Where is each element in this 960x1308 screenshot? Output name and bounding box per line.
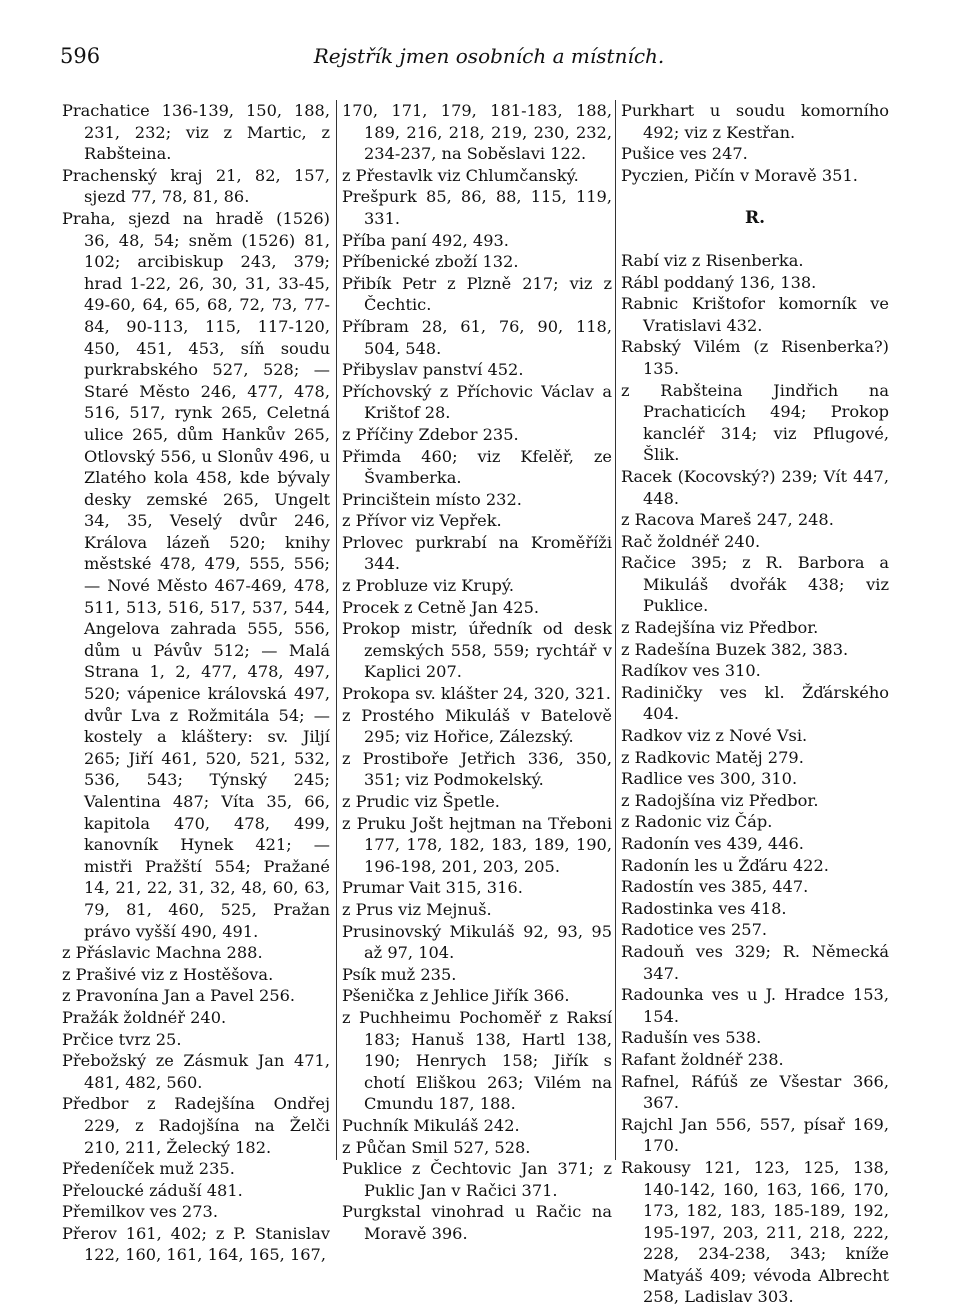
index-entry: z Příčiny Zdebor 235. [342, 424, 519, 444]
index-entry: z Prostiboře Jetřich 336, 350, 351; viz Podmokelský. [342, 748, 612, 790]
index-entry: Rabský Vilém (z Risenberka?) 135. [621, 337, 889, 378]
index-entry: Radotice ves 257. [621, 920, 768, 940]
index-entry: Prachenský kraj 21, 82, 157, sjezd 77, 78, 81, 86. [62, 165, 330, 207]
index-entry: Procek z Cetně Jan 425. [342, 597, 540, 617]
index-entry: Rabí viz z Risenberka. [621, 250, 804, 270]
index-entry: Prešpurk 85, 86, 88, 115, 119, 331. [342, 187, 612, 228]
index-entry: Přeloucké záduší 481. [62, 1180, 243, 1200]
index-entry: Prokop mistr, úředník od desk zemských 558, 559; rychtář v Kaplici 207. [342, 619, 612, 682]
index-entry: Přerov 161, 402; z P. Stanislav 122, 160, 161, 164, 165, 167, [62, 1223, 330, 1265]
index-entry: Rafnel, Ráfúš ze Všestar 366, 367. [621, 1071, 889, 1113]
index-entry: Příba paní 492, 493. [342, 230, 509, 250]
index-entry: Předbor z Radejšína Ondřej 229, z Radojšína na Želči 210, 211, Želecký 182. [62, 1094, 330, 1157]
column-divider [336, 100, 337, 1160]
index-entry: z Přestavlk viz Chlumčanský. [342, 165, 579, 185]
index-entry: Radonín ves 439, 446. [621, 834, 804, 853]
index-entry: Radiničky ves kl. Žďárského 404. [621, 682, 889, 724]
index-entry: Radouň ves 329; R. Německá 347. [621, 941, 889, 983]
index-entry: z Racova Mareš 247, 248. [621, 510, 834, 530]
index-entry: z Radejšína viz Předbor. [621, 618, 819, 638]
index-entry: Prusinovský Mikuláš 92, 93, 95 až 97, 104. [342, 921, 612, 963]
index-entry: Rač žoldnéř 240. [621, 531, 761, 551]
index-entry: z Přáslavic Machna 288. [62, 943, 263, 963]
index-entry: Rafant žoldnéř 238. [621, 1049, 784, 1069]
index-entry: z Prus viz Mejnuš. [342, 899, 492, 919]
index-entry: Pšenička z Jehlice Jiřík 366. [342, 986, 570, 1006]
index-entry: Rajchl Jan 556, 557, písař 169, 170. [621, 1114, 889, 1156]
index-entry: Radounka ves u J. Hradce 153, 154. [621, 985, 889, 1026]
section-letter: R. [744, 208, 766, 229]
index-entry: Rábl poddaný 136, 138. [621, 272, 817, 292]
index-entry: z Prudic viz Špetle. [342, 792, 500, 811]
index-entry: Puklice z Čechtovic Jan 371; z Puklic Jan v Račici 371. [342, 1159, 612, 1200]
index-entry: z Rabšteina Jindřich na Prachaticích 494; Prokop kancléř 314; viz Pflugové, Šlik. [621, 380, 889, 465]
index-entry: z Radešína Buzek 382, 383. [621, 639, 849, 659]
index-column-2 [342, 100, 612, 1244]
index-entry: Princištein místo 232. [342, 489, 522, 509]
index-entry: z Radkovic Matěj 279. [621, 747, 804, 767]
index-entry: Příbram 28, 61, 76, 90, 118, 504, 548. [342, 316, 612, 358]
index-entry: Purgkstal vinohrad u Račic na Moravě 396. [342, 1202, 612, 1243]
index-entry: Prokopa sv. klášter 24, 320, 321. [342, 684, 611, 704]
index-entry: Racek (Kocovský?) 239; Vít 447, 448. [621, 466, 889, 508]
index-column-3 [621, 100, 889, 1308]
index-entry: Pražák žoldnéř 240. [62, 1007, 227, 1027]
index-entry: z Puchheimu Pochoměř z Raksí 183; Hanuš 138, Hartl 138, 190; Henrych 158; Jiřík s chotí Eliškou 263; Vilém na Cmundu 187, 188. [342, 1007, 612, 1114]
index-entry: Přebožský ze Zásmuk Jan 471, 481, 482, 560. [62, 1051, 330, 1092]
index-entry: Přibík Petr z Plzně 217; viz z Čechtic. [342, 273, 612, 315]
index-entry: Radlice ves 300, 310. [621, 769, 798, 789]
running-title: Rejstřík jmen osobních a místních. [313, 44, 665, 68]
index-entry: Radkov viz z Nové Vsi. [621, 726, 808, 746]
index-entry: z Pruku Jošt hejtman na Třeboni 177, 178, 182, 183, 189, 190, 196-198, 201, 203, 205. [342, 813, 612, 876]
index-entry: Rakousy 121, 123, 125, 138, 140-142, 160, 163, 166, 170, 173, 182, 183, 185-189, 192, 195-197, 203, 211, 218, 222, 228, 234-238, 343; kníže Matyáš 409; vévoda Albrecht 258, Ladislav 303. [621, 1157, 889, 1307]
index-entry: z Půčan Smil 527, 528. [342, 1137, 531, 1157]
index-entry: Radíkov ves 310. [621, 661, 761, 681]
column-divider [615, 100, 616, 1160]
index-entry: Prumar Vait 315, 316. [342, 878, 523, 898]
index-entry: Radostín ves 385, 447. [621, 877, 809, 897]
index-entry: Přibyslav panství 452. [342, 360, 524, 380]
index-entry: Radostinka ves 418. [621, 898, 787, 918]
index-entry: Psík muž 235. [342, 964, 457, 984]
index-entry: z Přívor viz Vepřek. [342, 511, 502, 531]
page-header [60, 44, 918, 80]
index-entry: Předeníček muž 235. [62, 1159, 235, 1179]
index-entry: Přemilkov ves 273. [62, 1202, 218, 1222]
index-entry: z Radojšína viz Předbor. [621, 790, 819, 810]
index-entry: Pyczien, Pičín v Moravě 351. [621, 165, 858, 185]
index-entry: Přimda 460; viz Kfelěř, ze Švamberka. [342, 446, 612, 488]
index-entry: z Probluze viz Krupý. [342, 576, 515, 596]
index-entry: Radušín ves 538. [621, 1028, 762, 1048]
index-entry: z Prostého Mikuláš v Batelově 295; viz Hořice, Zálezský. [342, 705, 612, 747]
index-entry: Rabnic Krištofor komorník ve Vratislavi 432. [621, 294, 889, 335]
index-column-1 [62, 100, 330, 1266]
index-entry: 170, 171, 179, 181-183, 188, 189, 216, 218, 219, 230, 232, 234-237, na Soběslavi 122. [342, 101, 612, 164]
index-entry: z Pravonína Jan a Pavel 256. [62, 986, 296, 1006]
index-entry: Příbenické zboží 132. [342, 252, 519, 272]
index-entry: Prachatice 136-139, 150, 188, 231, 232; viz z Martic, z Rabšteina. [62, 101, 330, 164]
page-number: 596 [60, 44, 101, 68]
index-entry: Prlovec purkrabí na Kroměříži 344. [342, 532, 612, 574]
index-entry: Prčice tvrz 25. [62, 1029, 182, 1049]
index-entry: Praha, sjezd na hradě (1526) 36, 48, 54; sněm (1526) 81, 102; arcibiskup 243, 379; hrad 1-22, 26, 30, 31, 33-45, 49-60, 64, 65, 68, 72, 73, 77-84, 90-113, 115, 117-120, 450, 451, 453, síň soudu purkrabského 527, 528; — Staré Město 246, 477, 478, 516, 517, rynk 265, Celetná ulice 265, dům Hankův 265, Otlovský 556, u Slonův 496, u Zlatého kola 458, kde bývaly desky zemské 265, Ungelt 34, 35, Veselý dvůr 246, Králova lázeň 520; knihy městské 478, 479, 555, 556; — Nové Město 467-469, 478, 511, 513, 516, 517, 537, 544, Angelova zahrada 555, 556, dům u Pávův 512; — Malá Strana 1, 2, 477, 478, 497, 520; vápenice královská 497, dvůr Lva z Rožmitála 54; — kostely a kláštery: sv. Jiljí 265; Jiří 461, 520, 521, 532, 536, 543; Týnský 245; Valentina 487; Víta 35, 66, kapitola 470, 478, 499, kanovník Hynek 421; — mistři Pražští 554; Pražané 14, 21, 22, 31, 32, 48, 60, 63, 79, 81, 460, 525, Pražan právo vyšší 490, 491. [62, 208, 330, 941]
index-entry: Pušice ves 247. [621, 144, 748, 164]
index-entry: Puchník Mikuláš 242. [342, 1115, 520, 1135]
index-entry: Purkhart u soudu komorního 492; viz z Kestřan. [621, 101, 889, 142]
index-entry: Radonín les u Žďáru 422. [621, 855, 829, 875]
index-entry: z Radonic viz Čáp. [621, 812, 773, 832]
index-entry: z Prašivé viz z Hostěšova. [62, 964, 274, 984]
index-entry: Račice 395; z R. Barbora a Mikuláš dvořák 438; viz Puklice. [621, 553, 889, 616]
index-entry: Příchovský z Příchovic Václav a Krištof 28. [342, 381, 612, 423]
